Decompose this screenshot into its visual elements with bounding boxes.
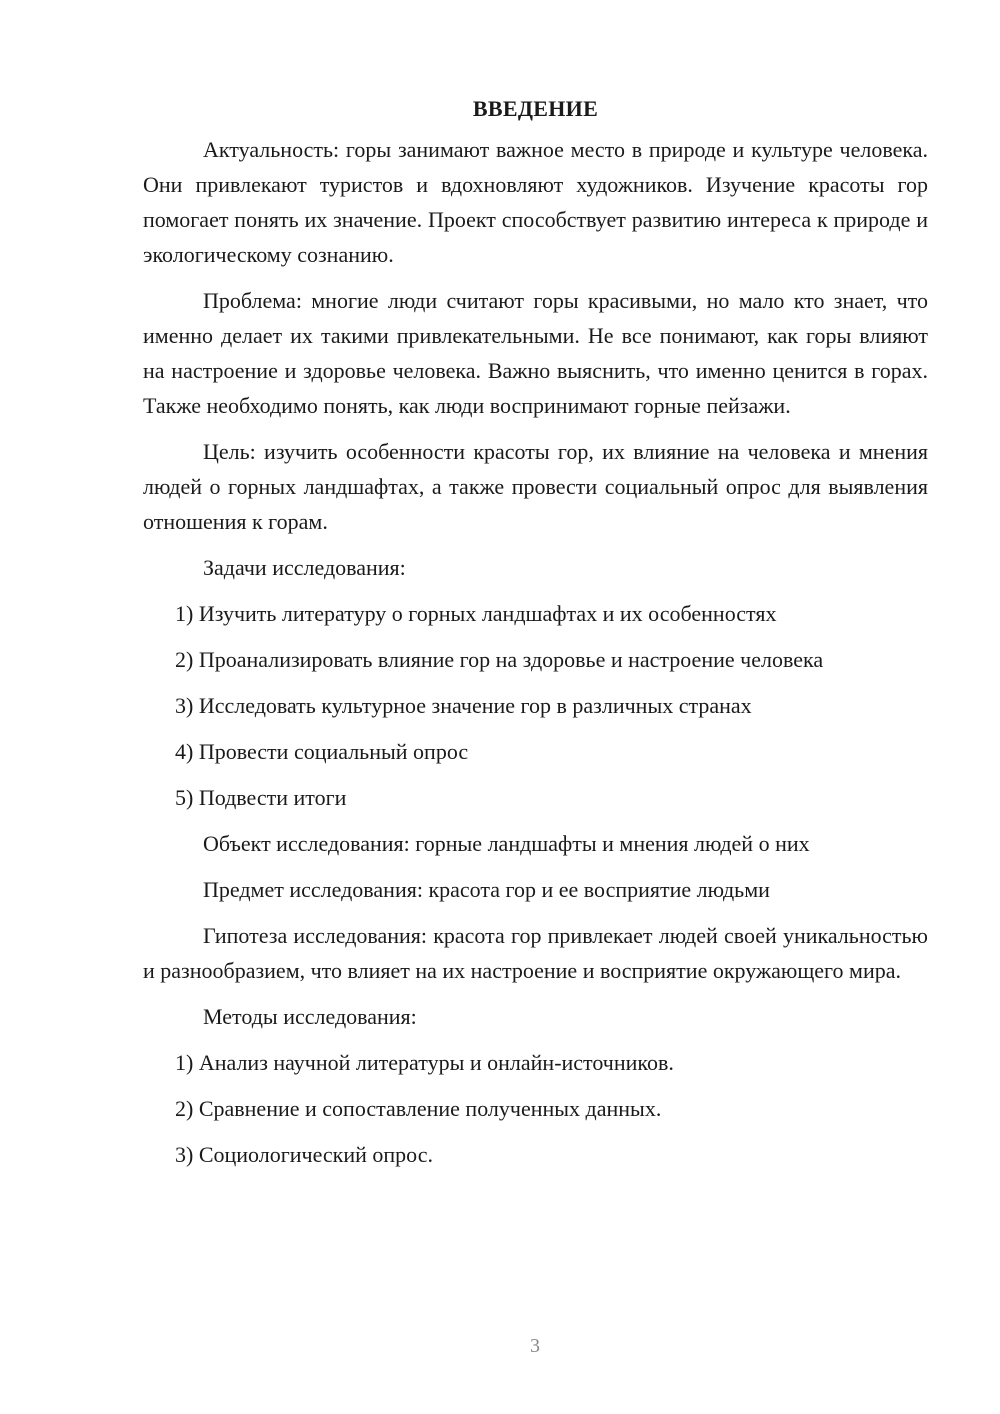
relevance-paragraph: Актуальность: горы занимают важное место в природе и культуре человека. Они привлекают туристов и вдохновляют художников. Изучение красоты гор помогает понять их значение. Проект способствует развитию интереса к природе и экологическому сознанию. bbox=[143, 137, 928, 267]
task-item: 4) Провести социальный опрос bbox=[175, 739, 469, 764]
method-item: 1) Анализ научной литературы и онлайн-источников. bbox=[175, 1050, 674, 1075]
goal-paragraph: Цель: изучить особенности красоты гор, их влияние на человека и мнения людей о горных ландшафтах, а также провести социальный опрос для выявления отношения к горам. bbox=[143, 439, 928, 534]
task-item: 5) Подвести итоги bbox=[175, 785, 347, 810]
task-item: 1) Изучить литературу о горных ландшафтах и их особенностях bbox=[175, 601, 777, 626]
methods-heading: Методы исследования: bbox=[203, 1004, 417, 1029]
task-item: 2) Проанализировать влияние гор на здоровье и настроение человека bbox=[175, 647, 824, 672]
page-number: 3 bbox=[530, 1335, 540, 1357]
task-item: 3) Исследовать культурное значение гор в различных странах bbox=[175, 693, 752, 718]
tasks-heading: Задачи исследования: bbox=[203, 555, 406, 580]
research-subject: Предмет исследования: красота гор и ее восприятие людьми bbox=[203, 877, 770, 902]
method-item: 3) Социологический опрос. bbox=[175, 1142, 433, 1167]
hypothesis-paragraph: Гипотеза исследования: красота гор привлекает людей своей уникальностью и разнообразием, что влияет на их настроение и восприятие окружающего мира. bbox=[143, 923, 928, 983]
research-object: Объект исследования: горные ландшафты и мнения людей о них bbox=[203, 831, 810, 856]
section-title: ВВЕДЕНИЕ bbox=[472, 96, 599, 121]
method-item: 2) Сравнение и сопоставление полученных данных. bbox=[175, 1096, 662, 1121]
page-content bbox=[143, 94, 928, 1183]
problem-paragraph: Проблема: многие люди считают горы красивыми, но мало кто знает, что именно делает их такими привлекательными. Не все понимают, как горы влияют на настроение и здоровье человека. Важно выяснить, что именно ценится в горах. Также необходимо понять, как люди воспринимают горные пейзажи. bbox=[143, 288, 928, 418]
